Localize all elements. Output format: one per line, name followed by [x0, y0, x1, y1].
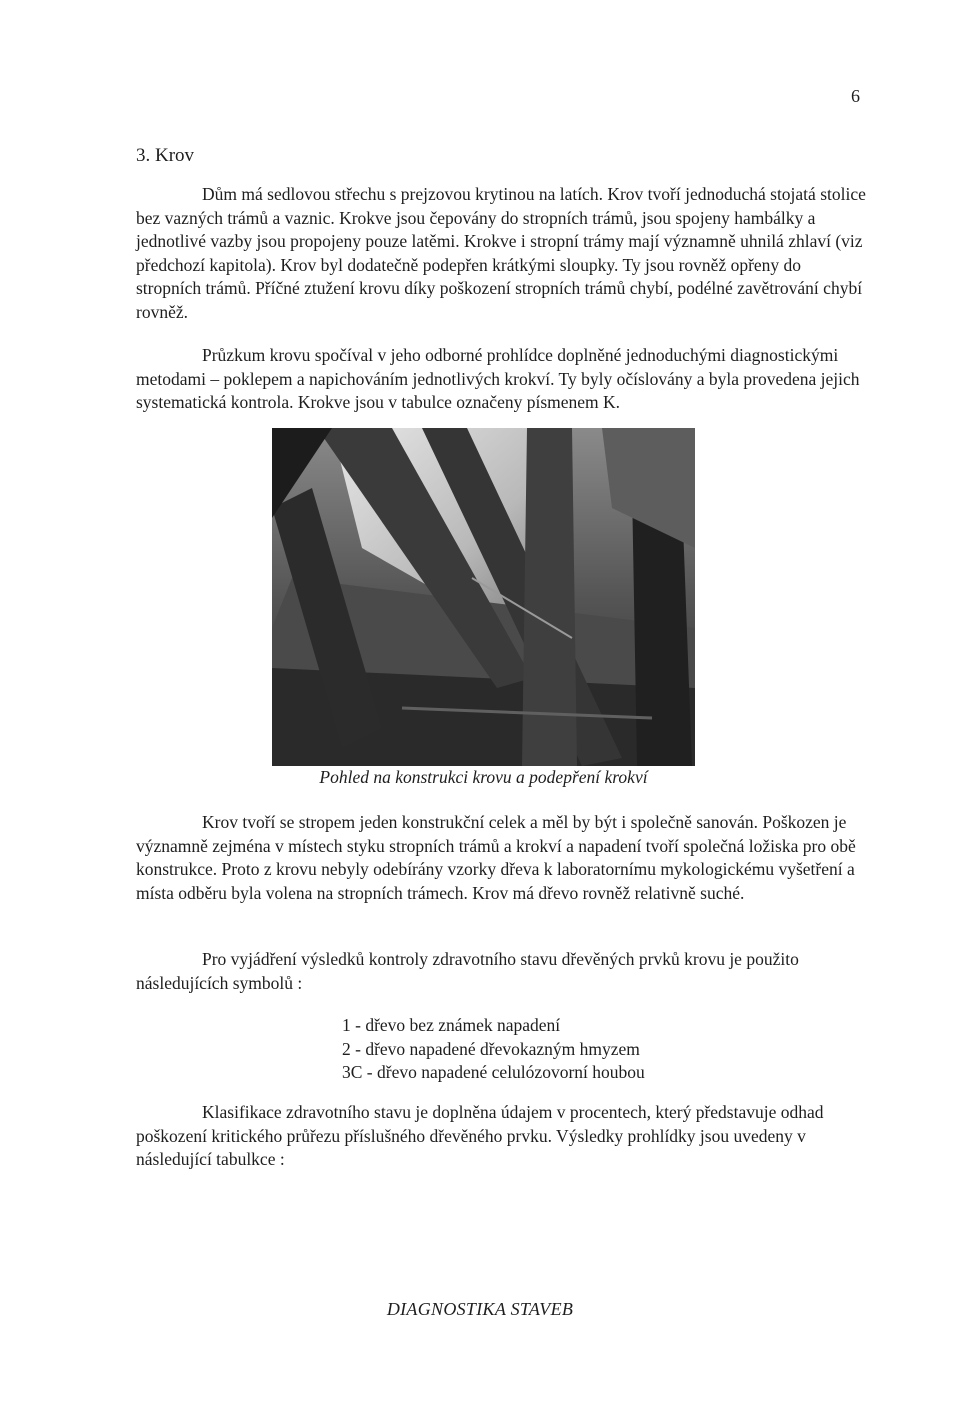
roof-photo — [272, 428, 695, 766]
roof-structure-image — [272, 428, 695, 766]
page-number: 6 — [851, 86, 860, 106]
symbol-item: 1 - dřevo bez známek napadení — [342, 1015, 561, 1035]
footer-title: DIAGNOSTIKA STAVEB — [386, 1299, 574, 1319]
paragraph-survey-method: Průzkum krovu spočíval v jeho odborné prohlídce doplněné jednoduchými diagnostickými metodami – poklepem a napichováním jednotlivých krokví. Ty byly očíslovány a byla provedena jejich systematická kontrola. Krokve jsou v tabulce označeny písmenem K. — [136, 345, 860, 412]
paragraph-symbols-intro: Pro vyjádření výsledků kontroly zdravotního stavu dřevěných prvků krovu je použito následujících symbolů : — [136, 949, 799, 993]
paragraph-classification: Klasifikace zdravotního stavu je doplněna údajem v procentech, který představuje odhad poškození kritického průřezu příslušného dřevěného prvku. Výsledky prohlídky jsou uvedeny v následující tabulkce : — [136, 1102, 824, 1169]
paragraph-roof-condition: Krov tvoří se stropem jeden konstrukční celek a měl by být i společně sanován. Poškozen je významně zejména v místech styku stropních trámů a krokví a napadení tvoří společná ložiska pro obě konstrukce. Proto z krovu nebyly odebírány vzorky dřeva k laboratornímu mykologickému vyšetření a místa odběru byla volena na stropních trámech. Krov má dřevo rovněž relativně suché. — [136, 812, 856, 903]
symbol-list — [342, 1014, 645, 1085]
figure-caption: Pohled na konstrukci krovu a podepření krokví — [319, 767, 648, 787]
section-heading: 3. Krov — [136, 145, 195, 166]
symbol-item: 2 - dřevo napadené dřevokazným hmyzem — [342, 1038, 640, 1059]
symbol-item: 3C - dřevo napadené celulózovorní houbou — [342, 1062, 645, 1082]
paragraph-roof-description: Dům má sedlovou střechu s prejzovou krytinou na latích. Krov tvoří jednoduchá stojatá stolice bez vazných trámů a vaznic. Krokve jsou čepovány do stropních trámů, jsou spojeny hambálky a jednotlivé vazby jsou propojeny pouze latěmi. Krokve i stropní trámy mají významně uhnilá zhlaví (viz předchozí kapitola). Krov byl dodatečně podepřen krátkými sloupky. Ty jsou rovněž opřeny do stropních trámů. Příčné ztužení krovu díky poškození stropních trámů chybí, podélné zavětrování chybí rovněž. — [136, 184, 866, 322]
